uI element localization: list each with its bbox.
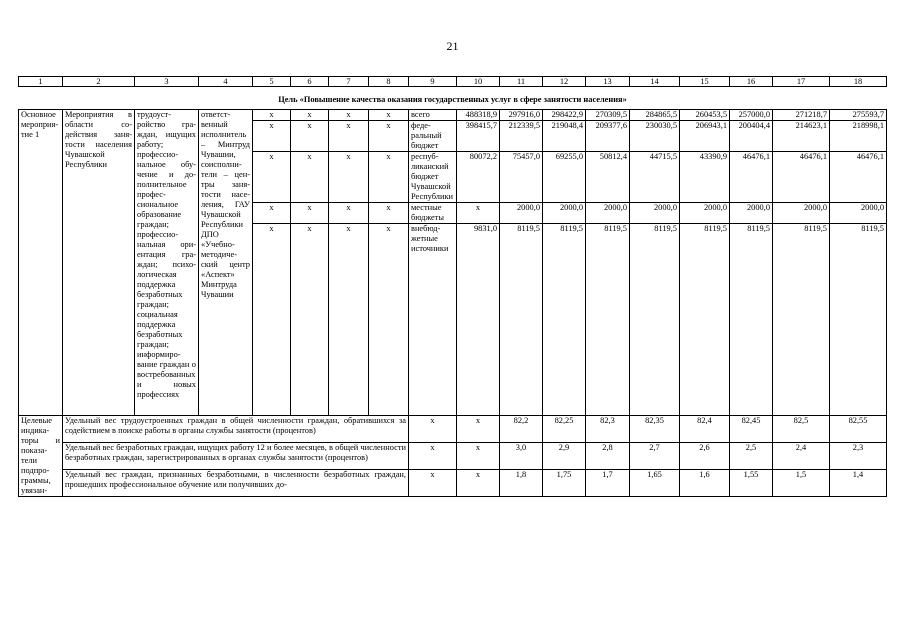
indicator-value: 82,55 — [830, 416, 887, 443]
mark-cell: х — [329, 224, 369, 416]
col-number: 15 — [680, 77, 730, 87]
funding-source: внебюджетные источники — [409, 224, 457, 416]
value-cell: 2000,0 — [500, 203, 543, 224]
mark-cell: х — [291, 152, 329, 203]
indicator-value: 82,5 — [773, 416, 830, 443]
event-type: Основное мероприятие 1 — [19, 110, 63, 416]
event-name: Мероприятия в области содействия занятости населения Чувашской Республики — [63, 110, 135, 416]
value-cell: 200404,4 — [730, 121, 773, 152]
indicator-value: 1,65 — [630, 470, 680, 497]
indicator-row — [19, 443, 887, 470]
program-table — [18, 76, 887, 497]
col-number: 13 — [586, 77, 630, 87]
indicator-value: 1,4 — [830, 470, 887, 497]
indicator-mark: х — [457, 470, 500, 497]
col-number: 4 — [199, 77, 253, 87]
value-cell: 2000,0 — [730, 203, 773, 224]
value-cell: 230030,5 — [630, 121, 680, 152]
mark-cell: х — [329, 121, 369, 152]
indicator-value: 1,5 — [773, 470, 830, 497]
mark-cell: х — [291, 121, 329, 152]
value-cell: 8119,5 — [586, 224, 630, 416]
value-cell: 206943,1 — [680, 121, 730, 152]
page-number: 21 — [446, 39, 459, 53]
col-number: 2 — [63, 77, 135, 87]
value-cell: х — [457, 203, 500, 224]
value-cell: 2000,0 — [773, 203, 830, 224]
column-number-row — [19, 77, 887, 87]
value-cell: 270309,5 — [586, 110, 630, 121]
col-number: 7 — [329, 77, 369, 87]
value-cell: 50812,4 — [586, 152, 630, 203]
value-cell: 44715,5 — [630, 152, 680, 203]
indicator-value: 2,5 — [730, 443, 773, 470]
mark-cell: х — [369, 203, 409, 224]
mark-cell: х — [329, 152, 369, 203]
mark-cell: х — [291, 110, 329, 121]
value-cell: 488318,9 — [457, 110, 500, 121]
value-cell: 69255,0 — [543, 152, 586, 203]
col-number: 6 — [291, 77, 329, 87]
value-cell: 298422,9 — [543, 110, 586, 121]
mark-cell: х — [369, 110, 409, 121]
event-executors: ответственный исполнитель – Минтруд Чувашии, соисполнители – центры занятости населения, ГАУ Чувашской Республики ДПО «Учебно-методический центр «Аспект» Минтруда Чувашии — [199, 110, 253, 416]
value-cell: 209377,6 — [586, 121, 630, 152]
value-cell: 219048,4 — [543, 121, 586, 152]
mark-cell: х — [329, 203, 369, 224]
indicator-mark: х — [457, 443, 500, 470]
col-number: 5 — [253, 77, 291, 87]
indicators-label: Целевые индикаторы и показатели подпрограммы, увязан- — [19, 416, 63, 497]
funding-source: федеральный бюджет — [409, 121, 457, 152]
indicator-mark: х — [409, 470, 457, 497]
value-cell: 80072,2 — [457, 152, 500, 203]
value-cell: 2000,0 — [680, 203, 730, 224]
mark-cell: х — [253, 203, 291, 224]
value-cell: 8119,5 — [773, 224, 830, 416]
value-cell: 8119,5 — [730, 224, 773, 416]
indicator-text: Удельный вес безработных граждан, ищущих работу 12 и более месяцев, в общей численности безработных граждан, зарегистрированных в органах службы занятости (процентов) — [63, 443, 409, 470]
goal-title: Цель «Повышение качества оказания государственных услуг в сфере занятости населения» — [19, 87, 887, 110]
value-cell: 75457,0 — [500, 152, 543, 203]
value-cell: 46476,1 — [730, 152, 773, 203]
col-number: 18 — [830, 77, 887, 87]
mark-cell: х — [329, 110, 369, 121]
value-cell: 2000,0 — [630, 203, 680, 224]
indicator-row — [19, 416, 887, 443]
value-cell: 218998,1 — [830, 121, 887, 152]
indicator-mark: х — [409, 416, 457, 443]
value-cell: 46476,1 — [773, 152, 830, 203]
value-cell: 8119,5 — [543, 224, 586, 416]
indicator-value: 2,8 — [586, 443, 630, 470]
funding-source: республиканский бюджет Чувашской Республики — [409, 152, 457, 203]
indicator-value: 3,0 — [500, 443, 543, 470]
value-cell: 214623,1 — [773, 121, 830, 152]
value-cell: 9831,0 — [457, 224, 500, 416]
value-cell: 8119,5 — [500, 224, 543, 416]
indicator-value: 82,3 — [586, 416, 630, 443]
mark-cell: х — [369, 121, 409, 152]
indicator-text: Удельный вес трудоустроенных граждан в общей численности граждан, обратившихся за содействием в поиске работы в органы службы занятости (процентов) — [63, 416, 409, 443]
value-cell: 284865,5 — [630, 110, 680, 121]
indicator-mark: х — [409, 443, 457, 470]
mark-cell: х — [291, 203, 329, 224]
indicator-value: 2,3 — [830, 443, 887, 470]
value-cell: 398415,7 — [457, 121, 500, 152]
value-cell: 2000,0 — [543, 203, 586, 224]
indicator-value: 1,55 — [730, 470, 773, 497]
indicator-value: 82,45 — [730, 416, 773, 443]
value-cell: 8119,5 — [630, 224, 680, 416]
indicator-text: Удельный вес граждан, признанных безработными, в численности безработных граждан, прошедших профессиональное обучение или получивших до- — [63, 470, 409, 497]
mark-cell: х — [369, 224, 409, 416]
mark-cell: х — [253, 152, 291, 203]
indicator-value: 2,7 — [630, 443, 680, 470]
value-cell: 2000,0 — [586, 203, 630, 224]
indicator-value: 82,25 — [543, 416, 586, 443]
funding-row — [19, 110, 887, 121]
funding-source: местные бюджеты — [409, 203, 457, 224]
indicator-value: 82,2 — [500, 416, 543, 443]
indicator-value: 2,9 — [543, 443, 586, 470]
indicator-value: 82,4 — [680, 416, 730, 443]
indicator-value: 1,8 — [500, 470, 543, 497]
col-number: 12 — [543, 77, 586, 87]
indicator-value: 1,75 — [543, 470, 586, 497]
col-number: 16 — [730, 77, 773, 87]
mark-cell: х — [253, 121, 291, 152]
value-cell: 43390,9 — [680, 152, 730, 203]
col-number: 3 — [135, 77, 199, 87]
goal-row — [19, 87, 887, 110]
col-number: 17 — [773, 77, 830, 87]
value-cell: 275593,7 — [830, 110, 887, 121]
value-cell: 2000,0 — [830, 203, 887, 224]
value-cell: 257000,0 — [730, 110, 773, 121]
indicator-row — [19, 470, 887, 497]
col-number: 1 — [19, 77, 63, 87]
indicator-value: 82,35 — [630, 416, 680, 443]
value-cell: 8119,5 — [830, 224, 887, 416]
col-number: 10 — [457, 77, 500, 87]
col-number: 8 — [369, 77, 409, 87]
col-number: 14 — [630, 77, 680, 87]
mark-cell: х — [253, 224, 291, 416]
value-cell: 271218,7 — [773, 110, 830, 121]
value-cell: 212339,5 — [500, 121, 543, 152]
value-cell: 46476,1 — [830, 152, 887, 203]
indicator-value: 1,6 — [680, 470, 730, 497]
mark-cell: х — [291, 224, 329, 416]
col-number: 9 — [409, 77, 457, 87]
col-number: 11 — [500, 77, 543, 87]
value-cell: 8119,5 — [680, 224, 730, 416]
event-activities: трудоустройство граждан, ищущих работу; профессиональное обучение и дополнительное профессиональное образование граждан; профессиональная ориентация граждан; психологическая поддержка безработных граждан; социальная поддержка безработных граждан; информирование граждан о востребованных и новых профессиях — [135, 110, 199, 416]
indicator-value: 1,7 — [586, 470, 630, 497]
indicator-value: 2,6 — [680, 443, 730, 470]
value-cell: 297916,0 — [500, 110, 543, 121]
indicator-value: 2,4 — [773, 443, 830, 470]
value-cell: 260453,5 — [680, 110, 730, 121]
mark-cell: х — [369, 152, 409, 203]
indicator-mark: х — [457, 416, 500, 443]
mark-cell: х — [253, 110, 291, 121]
funding-source: всего — [409, 110, 457, 121]
